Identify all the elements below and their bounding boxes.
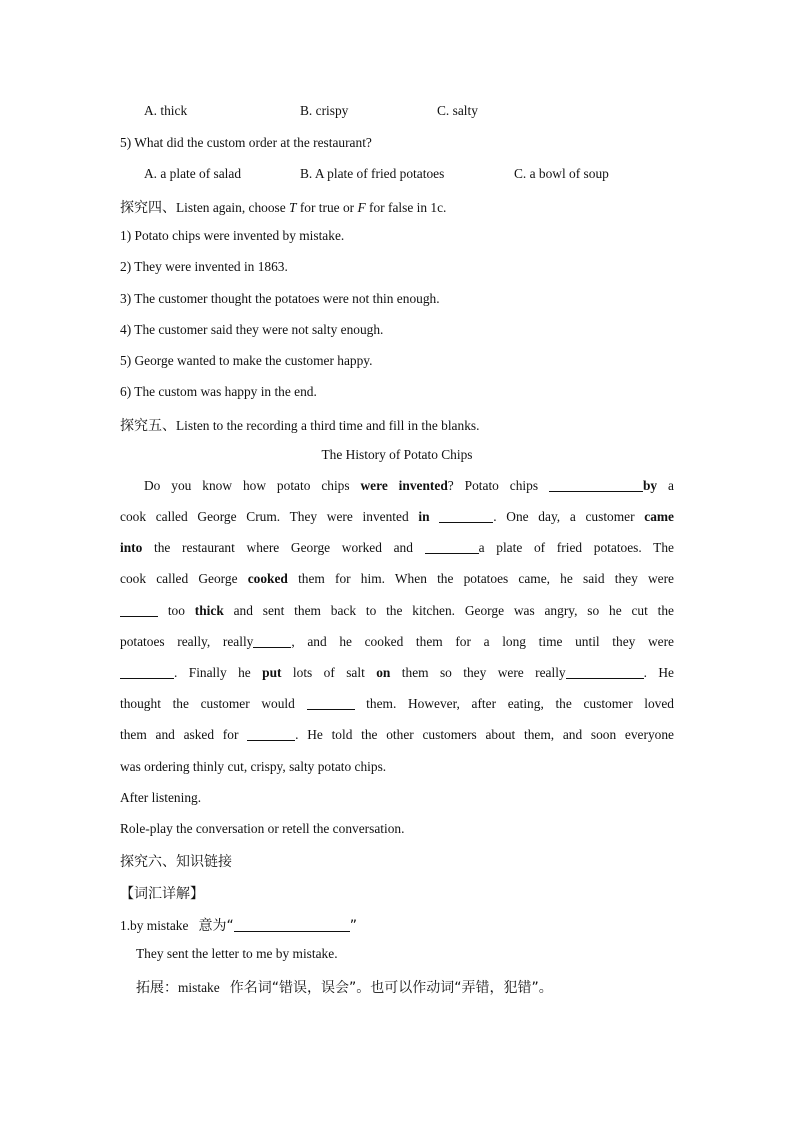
passage-bold: cooked bbox=[247, 571, 288, 586]
passage-text: them for him. When the potatoes came, he said they were bbox=[287, 571, 674, 586]
passage-bold: on bbox=[376, 665, 391, 680]
tf-item-6: 6) The custom was happy in the end. bbox=[120, 384, 317, 399]
passage-text: , and he cooked them for a long time until they were bbox=[291, 634, 674, 649]
roleplay-instruction: Role-play the conversation or retell the conversation. bbox=[120, 821, 405, 836]
passage-line-6 bbox=[120, 634, 674, 650]
vocab-ext-text: 作名词“错误，误会”。也可以作动词“弄错，犯错”。 bbox=[229, 980, 553, 996]
passage-text: them and asked for bbox=[120, 727, 248, 742]
passage-line-1 bbox=[144, 478, 674, 494]
passage-text: them. However, after eating, the customer loved bbox=[354, 696, 674, 711]
passage-text: them so they were really bbox=[390, 665, 566, 680]
vocab-extension bbox=[136, 977, 553, 997]
q4-option-c: C. salty bbox=[437, 103, 478, 118]
passage-text: . He bbox=[643, 665, 674, 680]
passage-text: Do you know how potato chips bbox=[144, 478, 361, 493]
passage-text: and sent them back to the kitchen. George was angry, so he cut the bbox=[223, 603, 674, 618]
passage-text: potatoes really, really bbox=[120, 634, 254, 649]
vocab-heading: 【词汇详解】 bbox=[120, 886, 204, 902]
blank-4[interactable] bbox=[120, 604, 158, 617]
q5-option-a: A. a plate of salad bbox=[144, 166, 242, 181]
passage-bold: in bbox=[418, 509, 430, 524]
passage-text: too bbox=[158, 603, 195, 618]
blank-9[interactable] bbox=[247, 728, 295, 741]
after-listening: After listening. bbox=[120, 790, 202, 805]
blank-8[interactable] bbox=[307, 697, 355, 710]
passage-text: cook called George Crum. They were invented bbox=[120, 509, 419, 524]
vocab-ext-word: mistake bbox=[178, 980, 220, 995]
q5-question: 5) What did the custom order at the restaurant? bbox=[120, 135, 372, 150]
vocab-meaning-label: 意为“ bbox=[198, 918, 234, 934]
passage-line-7 bbox=[120, 665, 674, 681]
vocab-item-1 bbox=[120, 915, 357, 935]
passage-text: ? Potato chips bbox=[447, 478, 549, 493]
passage-bold: were invented bbox=[360, 478, 448, 493]
section5-heading-cn: 探究五、 bbox=[120, 418, 176, 434]
passage-text: the restaurant where George worked and bbox=[142, 540, 425, 555]
section5-heading bbox=[120, 415, 479, 435]
passage-text: . He told the other customers about them, and soon everyone bbox=[295, 727, 674, 742]
vocab-example: They sent the letter to me by mistake. bbox=[136, 946, 338, 961]
passage-text: cook called George bbox=[120, 571, 248, 586]
tf-item-2: 2) They were invented in 1863. bbox=[120, 259, 288, 274]
passage-text: a bbox=[657, 478, 674, 493]
section4-heading-cn: 探究四、 bbox=[120, 200, 176, 216]
q5-option-c: C. a bowl of soup bbox=[514, 166, 609, 181]
section4-heading-text-2: for true or bbox=[296, 200, 358, 215]
blank-3[interactable] bbox=[425, 541, 479, 554]
vocab-ext-label: 拓展： bbox=[136, 980, 178, 996]
passage-title: The History of Potato Chips bbox=[321, 447, 473, 462]
blank-1[interactable] bbox=[549, 479, 643, 492]
section6-heading: 探究六、知识链接 bbox=[120, 854, 232, 870]
passage-bold: came bbox=[644, 509, 675, 524]
passage-line-9 bbox=[120, 727, 674, 743]
section5-heading-en: Listen to the recording a third time and fill in the blanks. bbox=[176, 418, 480, 433]
passage-bold: thick bbox=[194, 603, 224, 618]
vocab-meaning-close: ” bbox=[349, 918, 358, 934]
passage-text: . One day, a customer bbox=[493, 509, 645, 524]
passage-text: lots of salt bbox=[281, 665, 377, 680]
blank-5[interactable] bbox=[253, 635, 291, 648]
passage-line-8 bbox=[120, 696, 674, 712]
passage-line-5 bbox=[120, 603, 674, 619]
tf-item-3: 3) The customer thought the potatoes were not thin enough. bbox=[120, 291, 440, 306]
blank-2[interactable] bbox=[439, 510, 493, 523]
tf-item-4: 4) The customer said they were not salty enough. bbox=[120, 322, 384, 337]
passage-line-4 bbox=[120, 571, 674, 587]
passage-line-3 bbox=[120, 540, 674, 556]
blank-6[interactable] bbox=[120, 666, 174, 679]
section4-heading-text-3: for false in 1c. bbox=[365, 200, 447, 215]
false-letter: F bbox=[357, 200, 366, 215]
passage-bold: into bbox=[120, 540, 143, 555]
vocab-meaning-blank[interactable] bbox=[234, 919, 350, 932]
passage-line-10: was ordering thinly cut, crispy, salty potato chips. bbox=[120, 759, 387, 774]
true-letter: T bbox=[289, 200, 297, 215]
passage-text: a plate of fried potatoes. The bbox=[478, 540, 675, 555]
tf-item-5: 5) George wanted to make the customer happy. bbox=[120, 353, 373, 368]
passage-line-2 bbox=[120, 509, 674, 525]
passage-text: thought the customer would bbox=[120, 696, 307, 711]
q4-option-b: B. crispy bbox=[300, 103, 349, 118]
section4-heading-text: Listen again, choose bbox=[176, 200, 290, 215]
q4-option-a: A. thick bbox=[144, 103, 188, 118]
tf-item-1: 1) Potato chips were invented by mistake. bbox=[120, 228, 345, 243]
passage-bold: by bbox=[642, 478, 658, 493]
q5-option-b: B. A plate of fried potatoes bbox=[300, 166, 445, 181]
blank-7[interactable] bbox=[566, 666, 644, 679]
vocab-term: 1.by mistake bbox=[120, 918, 189, 933]
passage-bold: put bbox=[262, 665, 282, 680]
section4-heading bbox=[120, 197, 446, 217]
passage-text: . Finally he bbox=[174, 665, 263, 680]
